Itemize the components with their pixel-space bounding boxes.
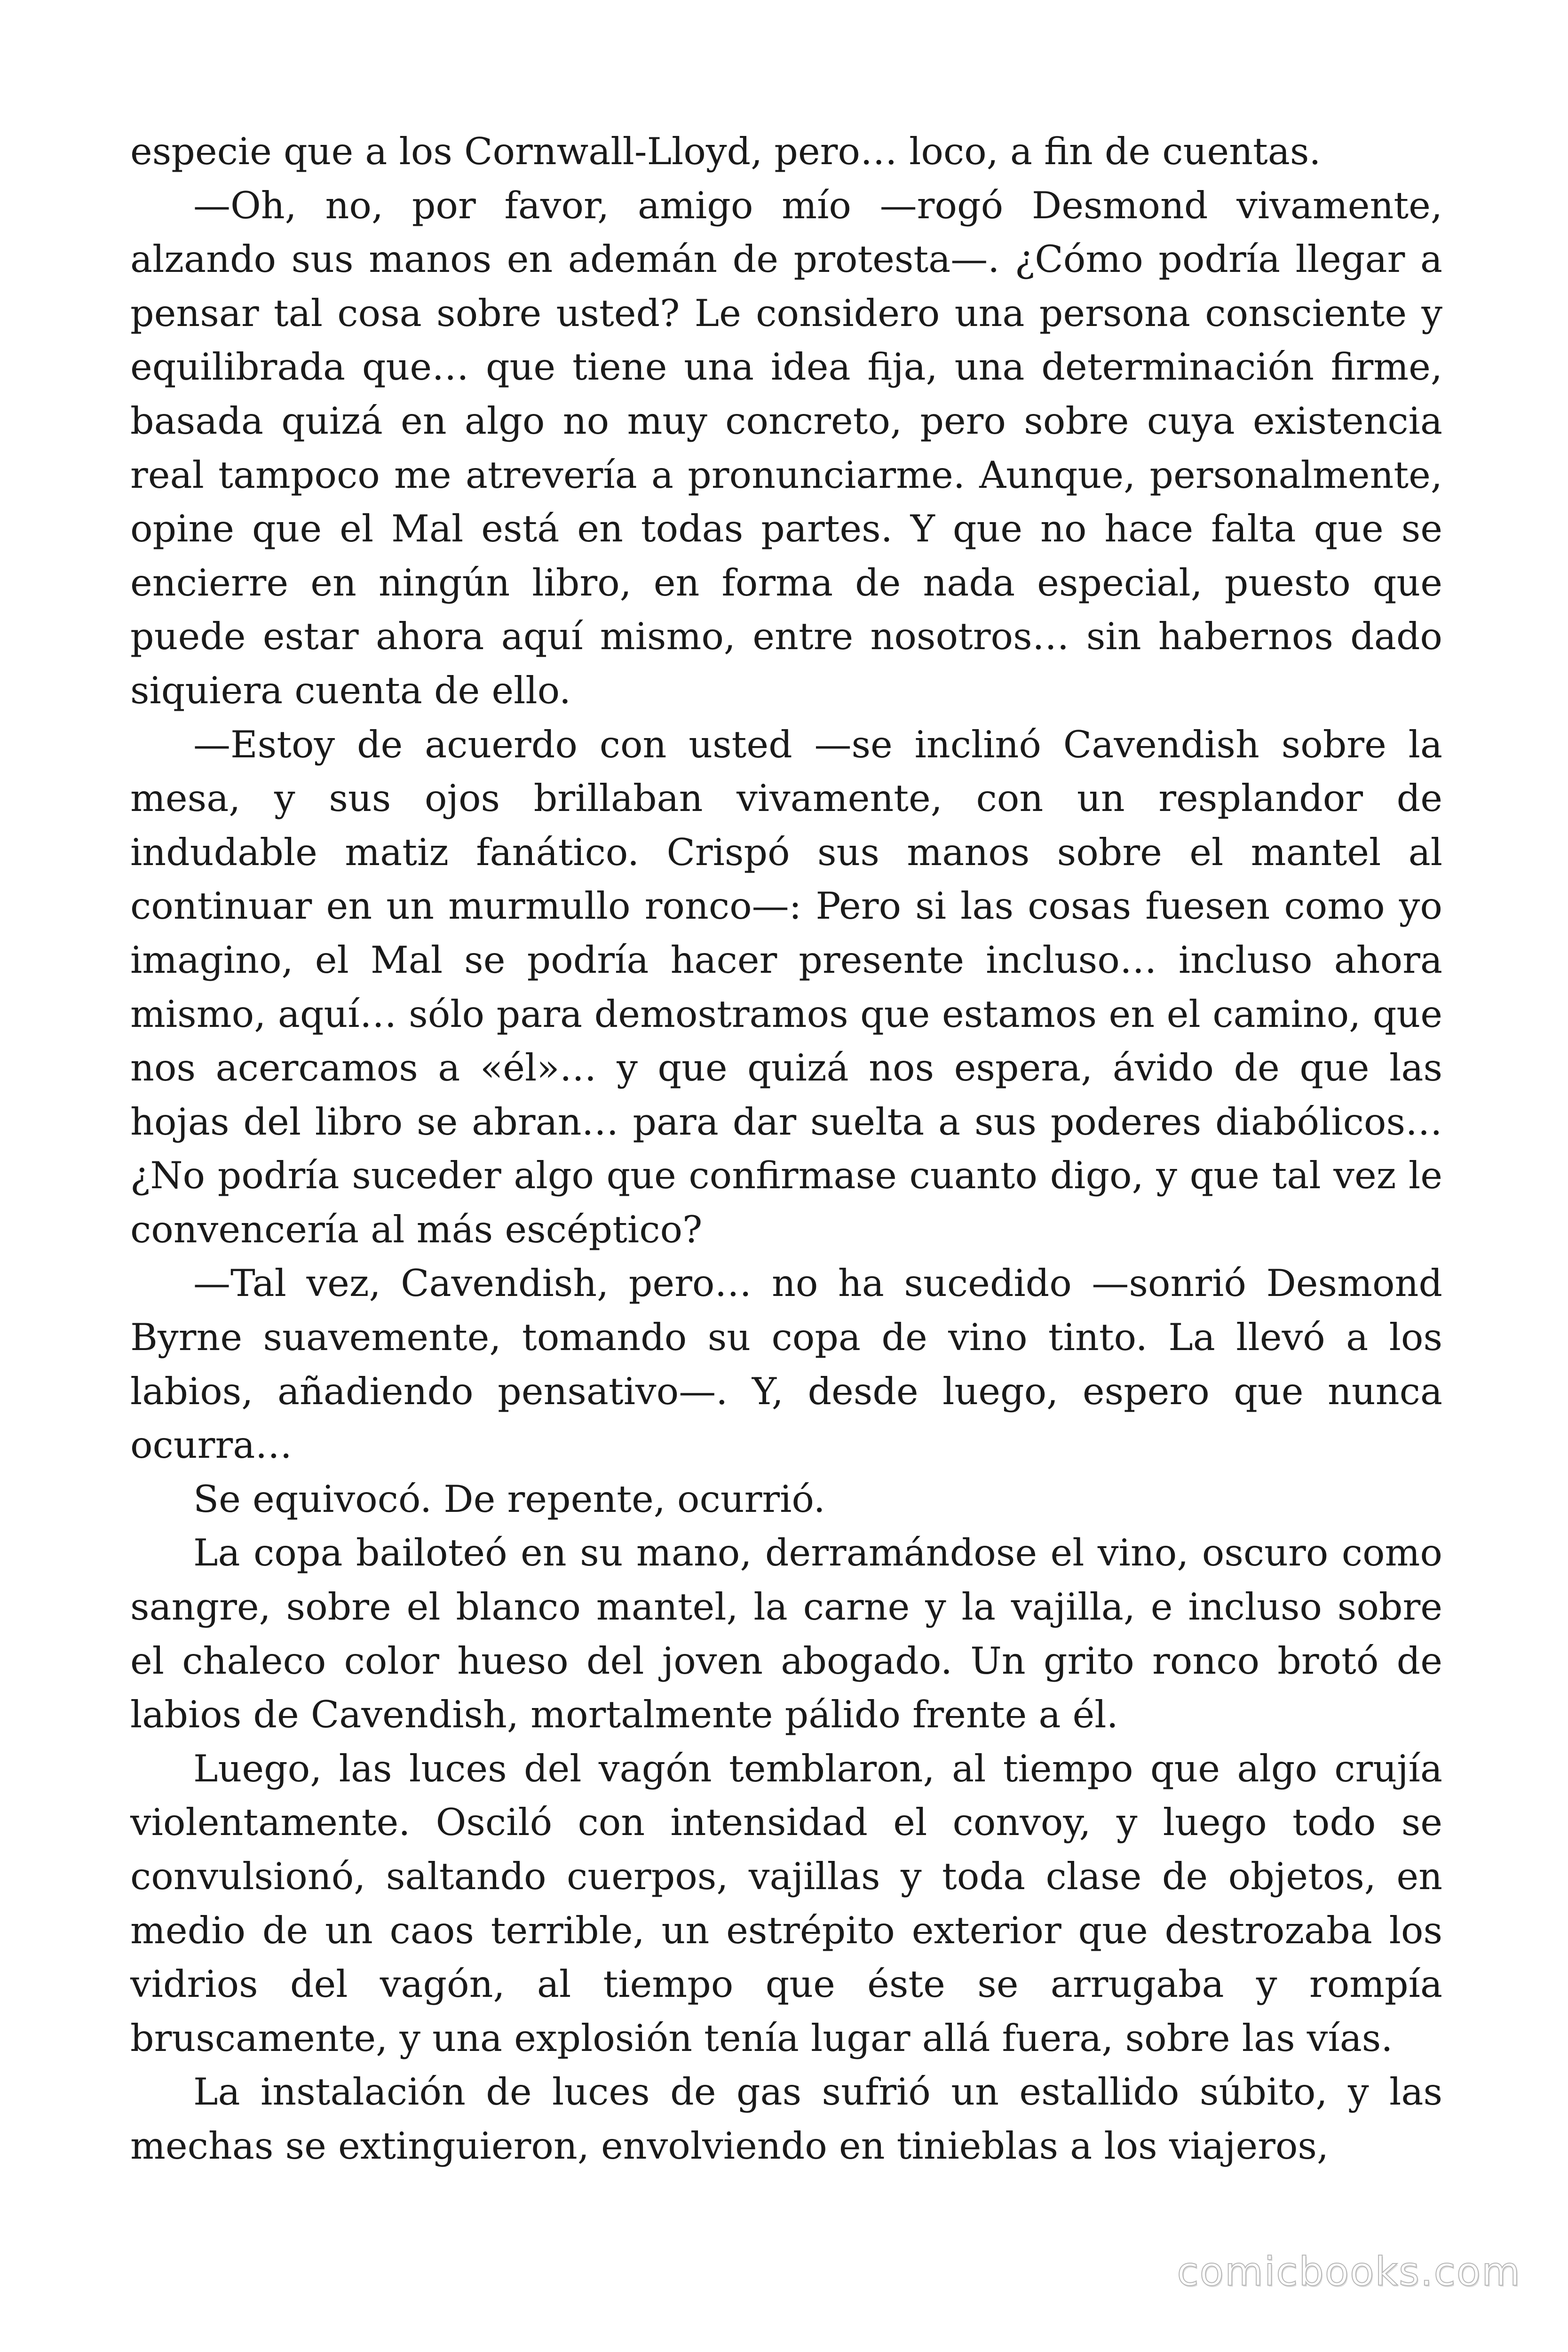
paragraph: La copa bailoteó en su mano, derramándose el vino, oscuro como sangre, sobre el blanco mantel, la carne y la vajilla, e incluso sobre el chaleco color hueso del joven abogado. Un grito ronco brotó de labios de Cavendish, mortalmente pálido frente a él.: [130, 1531, 1442, 1737]
paragraph: La instalación de luces de gas sufrió un estallido súbito, y las mechas se extinguieron, envolviendo en tinieblas a los viajeros,: [130, 2070, 1442, 2168]
paragraph: Se equivocó. De repente, ocurrió.: [193, 1477, 825, 1521]
paragraph: —Tal vez, Cavendish, pero… no ha sucedido —sonrió Desmond Byrne suavemente, tomando su copa de vino tinto. La llevó a los labios, añadiendo pensativo—. Y, desde luego, espero que nunca ocurra…: [130, 1262, 1442, 1467]
body-text: [130, 125, 1442, 2173]
paragraph: Luego, las luces del vagón temblaron, al tiempo que algo crujía violentamente. Osciló con intensidad el convoy, y luego todo se convulsionó, saltando cuerpos, vajillas y toda clase de objetos, en medio de un caos terrible, un estrépito exterior que destrozaba los vidrios del vagón, al tiempo que éste se arrugaba y rompía bruscamente, y una explosión tenía lugar allá fuera, sobre las vías.: [130, 1747, 1442, 2060]
site-watermark: comicbooks.com: [1177, 2249, 1521, 2295]
paragraph: —Oh, no, por favor, amigo mío —rogó Desmond vivamente, alzando sus manos en ademán de protesta—. ¿Cómo podría llegar a pensar tal cosa sobre usted? Le considero una persona consciente y equilibrada que… que tiene una idea fija, una determinación firme, basada quizá en algo no muy concreto, pero sobre cuya existencia real tampoco me atrevería a pronunciarme. Aunque, personalmente, opine que el Mal está en todas partes. Y que no hace falta que se encierre en ningún libro, en forma de nada especial, puesto que puede estar ahora aquí mismo, entre nosotros… sin habernos dado siquiera cuenta de ello.: [130, 183, 1442, 712]
paragraph: —Estoy de acuerdo con usted —se inclinó Cavendish sobre la mesa, y sus ojos brillaban vivamente, con un resplandor de indudable matiz fanático. Crispó sus manos sobre el mantel al continuar en un murmullo ronco—: Pero si las cosas fuesen como yo imagino, el Mal se podría hacer presente incluso… incluso ahora mismo, aquí… sólo para demostramos que estamos en el camino, que nos acercamos a «él»… y que quizá nos espera, ávido de que las hojas del libro se abran… para dar suelta a sus poderes diabólicos… ¿No podría suceder algo que confirmase cuanto digo, y que tal vez le convencería al más escéptico?: [130, 723, 1442, 1251]
paragraph: especie que a los Cornwall-Lloyd, pero… loco, a fin de cuentas.: [130, 130, 1321, 173]
